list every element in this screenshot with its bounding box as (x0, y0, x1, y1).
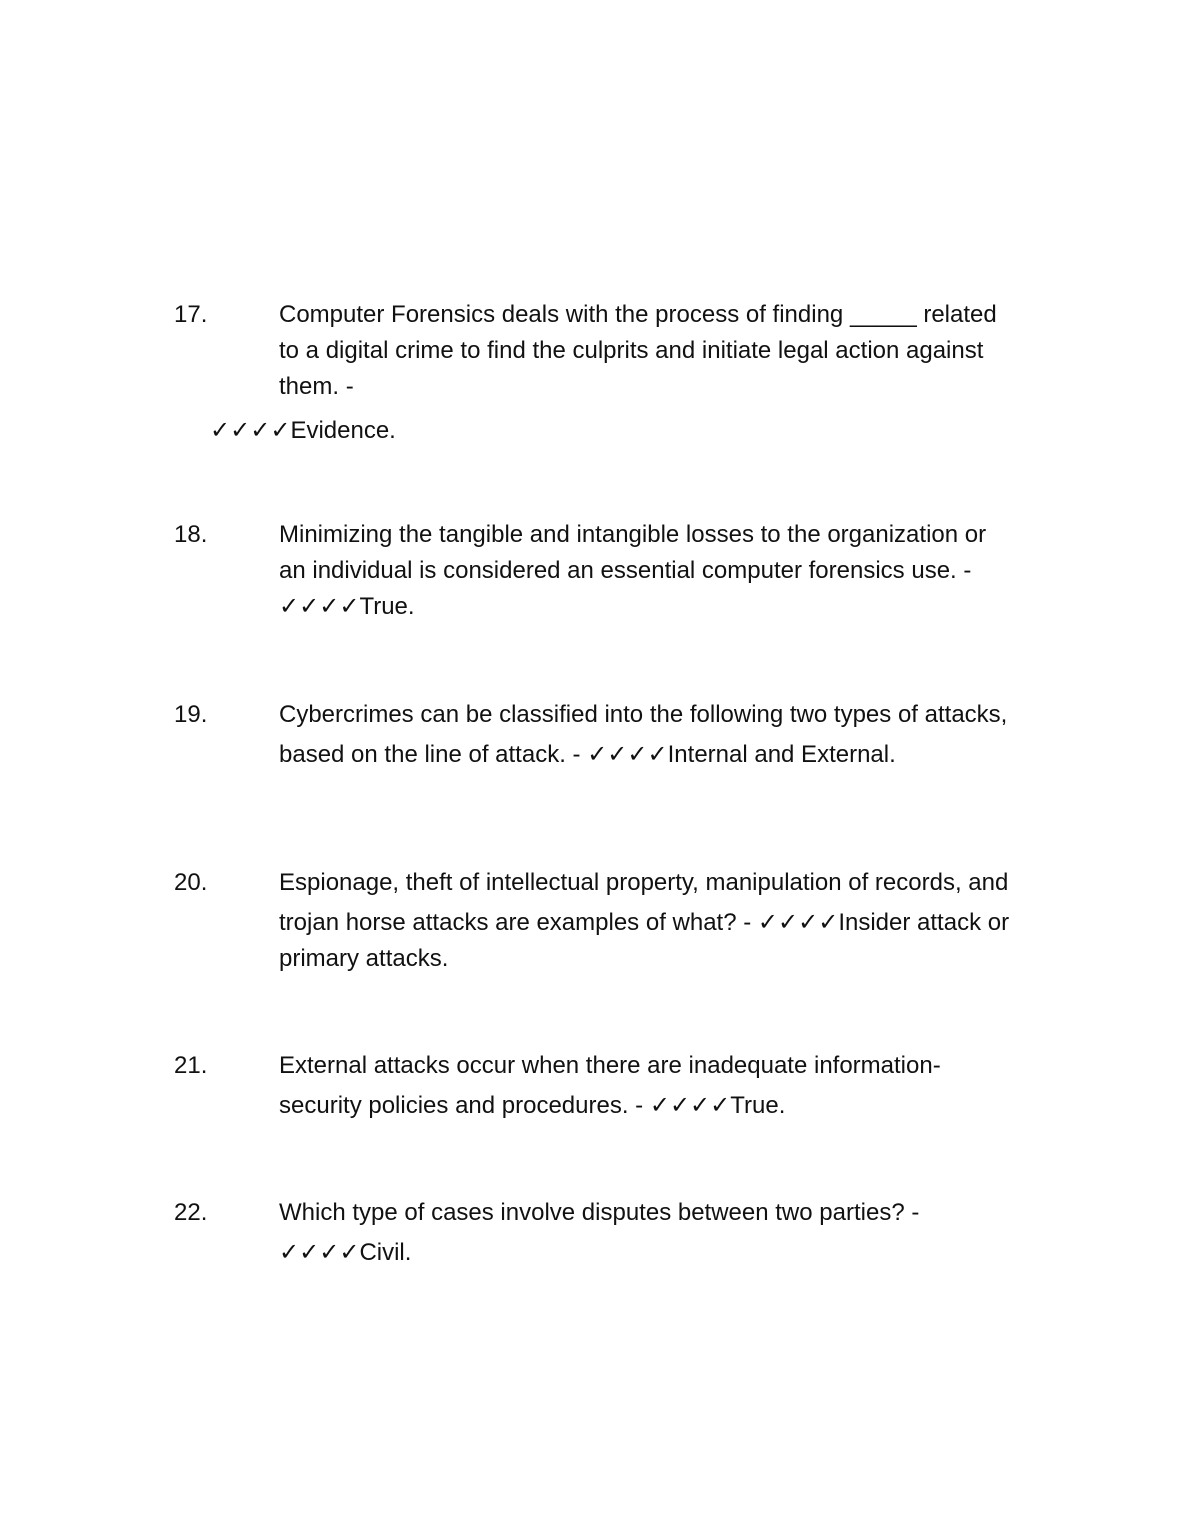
question-line: based on the line of attack. - ✓✓✓✓Internal and External. (279, 741, 896, 768)
question-line: primary attacks. (279, 945, 449, 972)
question-line: to a digital crime to find the culprits and initiate legal action against (279, 337, 984, 364)
question-text (279, 517, 1054, 625)
question-line: an individual is considered an essential computer forensics use. - (279, 557, 972, 584)
question-line: ✓✓✓✓True. (279, 593, 415, 620)
question-line: Cybercrimes can be classified into the following two types of attacks, (279, 701, 1008, 728)
question-text (279, 1195, 1054, 1271)
question-number: 19. (174, 701, 208, 728)
question-number: 22. (174, 1199, 208, 1226)
question-text (279, 297, 1054, 405)
question-number: 20. (174, 869, 208, 896)
question-line: Espionage, theft of intellectual property, manipulation of records, and (279, 869, 1009, 896)
question-line: ✓✓✓✓Civil. (279, 1239, 412, 1266)
question-text (279, 865, 1054, 977)
question-text (279, 697, 1054, 773)
question-line: them. - (279, 373, 354, 400)
question-line: External attacks occur when there are inadequate information- (279, 1052, 941, 1079)
question-number: 17. (174, 301, 208, 328)
question-line: Minimizing the tangible and intangible losses to the organization or (279, 521, 987, 548)
answer-text: ✓✓✓✓Evidence. (210, 417, 396, 444)
question-text (279, 1048, 1054, 1124)
question-number: 21. (174, 1052, 208, 1079)
question-line: security policies and procedures. - ✓✓✓✓True. (279, 1092, 786, 1119)
question-line: Computer Forensics deals with the process of finding _____ related (279, 301, 997, 328)
question-line: Which type of cases involve disputes between two parties? - (279, 1199, 920, 1226)
question-number: 18. (174, 521, 208, 548)
question-line: trojan horse attacks are examples of what? - ✓✓✓✓Insider attack or (279, 909, 1010, 936)
